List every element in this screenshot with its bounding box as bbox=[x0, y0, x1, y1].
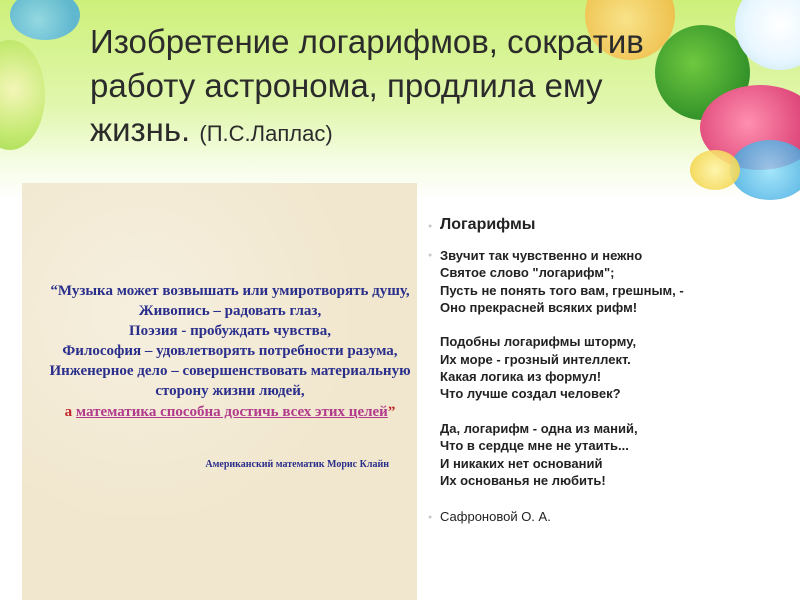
quote-line: Поэзия - пробуждать чувства, bbox=[128, 323, 332, 339]
decorative-circle bbox=[690, 150, 740, 190]
quote-conclusion-prefix: а bbox=[64, 404, 76, 420]
poem-line: Пусть не понять того вам, грешным, - bbox=[440, 282, 684, 298]
decorative-circle bbox=[730, 140, 800, 200]
quote-closing-mark: ” bbox=[387, 404, 396, 420]
poem-text bbox=[440, 247, 785, 489]
quote-line: “Музыка может возвышать или умиротворять душу, bbox=[50, 283, 410, 299]
title-main: Изобретение логарифмов, сократив работу астронома, продлила ему жизнь. bbox=[90, 23, 644, 148]
poem-line: Звучит так чувственно и нежно bbox=[440, 248, 643, 263]
poem-line: Какая логика из формул! bbox=[440, 369, 602, 385]
poem-author: Сафроновой О. А. bbox=[440, 509, 551, 524]
poem-line: Оно прекрасней всяких рифм! bbox=[440, 299, 638, 315]
quote-line: Инженерное дело – совершенствовать материальную bbox=[49, 363, 411, 379]
bullet-icon: ● bbox=[428, 514, 433, 521]
poem-heading: Логарифмы bbox=[440, 216, 536, 233]
poem-line: Святое слово "логарифм"; bbox=[440, 265, 615, 281]
quote-line: Живопись – радовать глаз, bbox=[138, 303, 322, 319]
bullet-icon: ● bbox=[428, 223, 433, 230]
quote-line: Философия – удовлетворять потребности разума, bbox=[62, 343, 398, 359]
slide-title bbox=[90, 20, 710, 156]
bullet-icon: ● bbox=[428, 252, 433, 259]
title-attribution: (П.С.Лаплас) bbox=[199, 121, 333, 146]
poem-line: Их основанья не любить! bbox=[440, 472, 606, 488]
quote-conclusion bbox=[44, 401, 416, 423]
quote-panel bbox=[22, 183, 417, 600]
stanza-gap bbox=[440, 316, 785, 333]
quote-text bbox=[44, 281, 416, 423]
poem-line: Да, логарифм - одна из маний, bbox=[440, 420, 638, 436]
quote-author: Американский математик Морис Клайн bbox=[205, 459, 389, 470]
poem-line: Что лучше создал человек? bbox=[440, 386, 621, 402]
poem-line: И никаких нет оснований bbox=[440, 455, 603, 471]
poem-line: Их море - грозный интеллект. bbox=[440, 351, 631, 367]
poem-line: Подобны логарифмы шторму, bbox=[440, 334, 637, 350]
quote-line: сторону жизни людей, bbox=[155, 383, 305, 399]
stanza-gap bbox=[440, 403, 785, 420]
quote-highlight: математика способна достичь всех этих целей bbox=[75, 404, 388, 420]
poem-line: Что в сердце мне не утаить... bbox=[440, 438, 629, 454]
